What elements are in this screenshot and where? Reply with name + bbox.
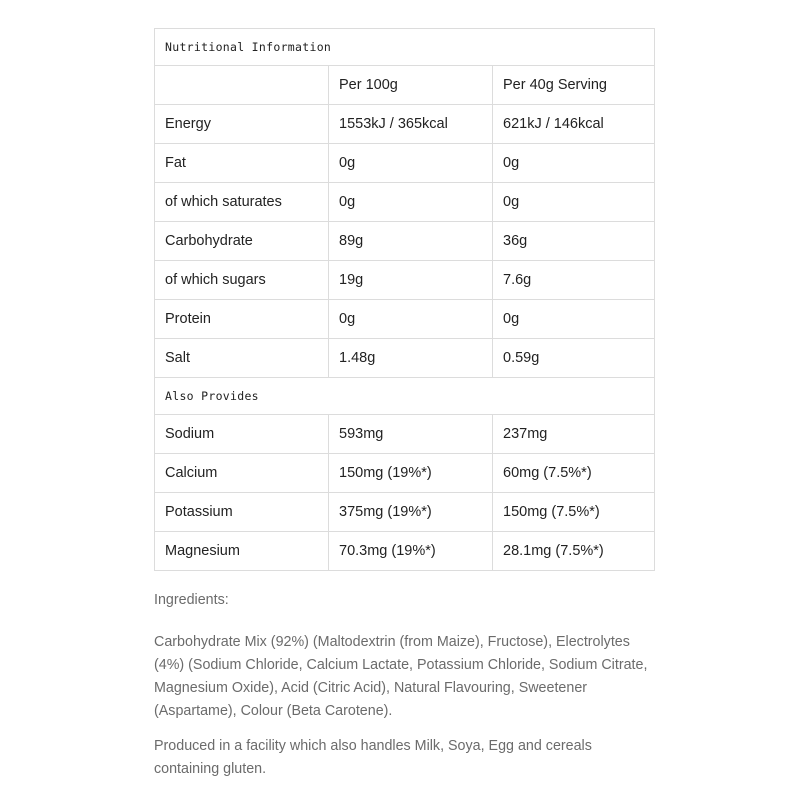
per-serving-value: 0g	[493, 300, 655, 339]
table-row	[155, 532, 655, 571]
mineral-name: Calcium	[155, 454, 329, 493]
per-100g-value: 1553kJ / 365kcal	[329, 105, 493, 144]
ingredients-heading: Ingredients:	[154, 592, 229, 608]
column-header	[155, 66, 329, 105]
also-provides-row	[155, 378, 655, 415]
table-header-row	[155, 66, 655, 105]
per-100g-value: 1.48g	[329, 339, 493, 378]
table-row	[155, 493, 655, 532]
per-serving-value: 0g	[493, 144, 655, 183]
table-row	[155, 144, 655, 183]
per-100g-value: 89g	[329, 222, 493, 261]
per-100g-value: 0g	[329, 183, 493, 222]
per-100g-value: 150mg (19%*)	[329, 454, 493, 493]
table-row	[155, 222, 655, 261]
mineral-name: Magnesium	[155, 532, 329, 571]
ingredients-section	[154, 589, 659, 793]
per-100g-value: 593mg	[329, 415, 493, 454]
per-100g-value: 19g	[329, 261, 493, 300]
per-serving-value: 0g	[493, 183, 655, 222]
column-header: Per 40g Serving	[493, 66, 655, 105]
table-row	[155, 183, 655, 222]
nutrient-name: of which sugars	[155, 261, 329, 300]
mineral-name: Sodium	[155, 415, 329, 454]
column-header: Per 100g	[329, 66, 493, 105]
per-serving-value: 150mg (7.5%*)	[493, 493, 655, 532]
per-serving-value: 7.6g	[493, 261, 655, 300]
nutrient-name: Protein	[155, 300, 329, 339]
table-row	[155, 105, 655, 144]
table-title-row	[155, 29, 655, 66]
per-serving-value: 60mg (7.5%*)	[493, 454, 655, 493]
allergen-note: Produced in a facility which also handles Milk, Soya, Egg and cereals containing gluten.	[154, 738, 592, 777]
table-row	[155, 300, 655, 339]
per-100g-value: 0g	[329, 144, 493, 183]
table-title: Nutritional Information	[155, 29, 655, 66]
per-serving-value: 621kJ / 146kcal	[493, 105, 655, 144]
per-serving-value: 237mg	[493, 415, 655, 454]
table-row	[155, 339, 655, 378]
ingredients-text: Carbohydrate Mix (92%) (Maltodextrin (from Maize), Fructose), Electrolytes (4%) (Sodium Chloride, Calcium Lactate, Potassium Chloride, Sodium Citrate, Magnesium Oxide), Acid (Citric Acid), Natural Flavouring, Sweetener (Aspartame), Colour (Beta Carotene).	[154, 634, 648, 719]
mineral-name: Potassium	[155, 493, 329, 532]
per-100g-value: 375mg (19%*)	[329, 493, 493, 532]
nutrient-name: Fat	[155, 144, 329, 183]
also-provides-title: Also Provides	[155, 378, 655, 415]
nutrition-table	[154, 28, 655, 571]
nutrient-name: Energy	[155, 105, 329, 144]
nutrient-name: of which saturates	[155, 183, 329, 222]
per-100g-value: 0g	[329, 300, 493, 339]
per-100g-value: 70.3mg (19%*)	[329, 532, 493, 571]
table-row	[155, 415, 655, 454]
per-serving-value: 36g	[493, 222, 655, 261]
per-serving-value: 28.1mg (7.5%*)	[493, 532, 655, 571]
nutrient-name: Carbohydrate	[155, 222, 329, 261]
nutrient-name: Salt	[155, 339, 329, 378]
table-row	[155, 454, 655, 493]
per-serving-value: 0.59g	[493, 339, 655, 378]
table-row	[155, 261, 655, 300]
